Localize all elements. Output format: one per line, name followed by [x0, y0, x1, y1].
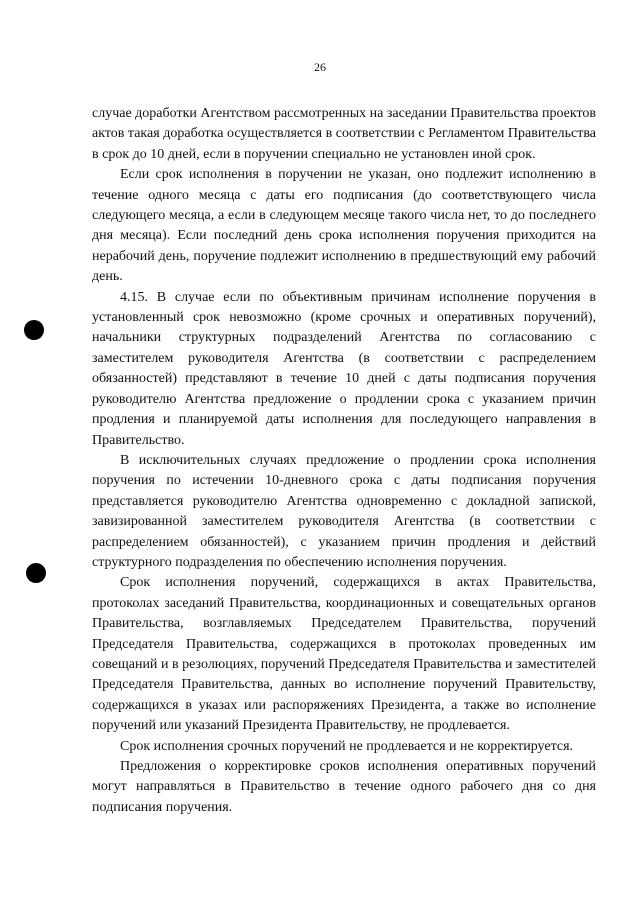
paragraph-continuation: случае доработки Агентством рассмотренных на заседании Правительства проектов актов такая доработка осуществляется в соответствии с Регламентом Правительства в срок до 10 дней, если в поручении специально не установлен иной срок. [92, 106, 596, 162]
punch-hole-mark [24, 320, 44, 340]
paragraph-urgent-orders: Срок исполнения срочных поручений не продлевается и не корректируется. [120, 738, 574, 754]
paragraph-default-deadline: Если срок исполнения в поручении не указан, оно подлежит исполнению в течение одного месяца с даты его подписания (до соответствующего числа следующего месяца, а если в следующем месяце такого числа нет, то до последнего дня месяца). Если последний день срока исполнения поручения приходится на нерабочий день, поручение подлежит исполнению в предшествующий ему рабочий день. [92, 167, 596, 285]
document-body [92, 104, 596, 818]
page-number: 26 [314, 60, 326, 74]
paragraph-operational-orders: Предложения о корректировке сроков исполнения оперативных поручений могут направляться в Правительство в течение одного рабочего дня со дня подписания поручения. [92, 759, 596, 815]
paragraph-exceptional-cases: В исключительных случаях предложение о продлении срока исполнения поручения по истечении 10-дневного срока с даты подписания поручения представляется руководителю Агентства одновременно с докладной запиской, завизированной заместителем руководителя Агентства (в соответствии с распределением обязанностей), с указанием причин продления и действий структурного подразделения по обеспечению исполнения поручения. [92, 452, 596, 570]
punch-hole-mark [26, 563, 46, 583]
paragraph-non-extendable-orders: Срок исполнения поручений, содержащихся в актах Правительства, протоколах заседаний Правительства, координационных и совещательных органов Правительства, возглавляемых Председателем Правительства, поручений Председателя Правительства, содержащихся в протоколах проведенных им совещаний и в резолюциях, поручений Председателя Правительства и заместителей Председателя Правительства, данных во исполнение поручений Правительству, содержащихся в указах или распоряжениях Президента, а также во исполнение поручений или указаний Президента Правительству, не продлевается. [92, 575, 596, 734]
paragraph-clause-4-15: 4.15. В случае если по объективным причинам исполнение поручения в установленный срок невозможно (кроме срочных и оперативных поручений), начальники структурных подразделений Агентства по согласованию с заместителем руководителя Агентства (в соответствии с распределением обязанностей) представляют в течение 10 дней с даты подписания поручения руководителю Агентства предложение о продлении срока с указанием причин продления и планируемой даты исполнения для последующего направления в Правительство. [92, 289, 596, 448]
